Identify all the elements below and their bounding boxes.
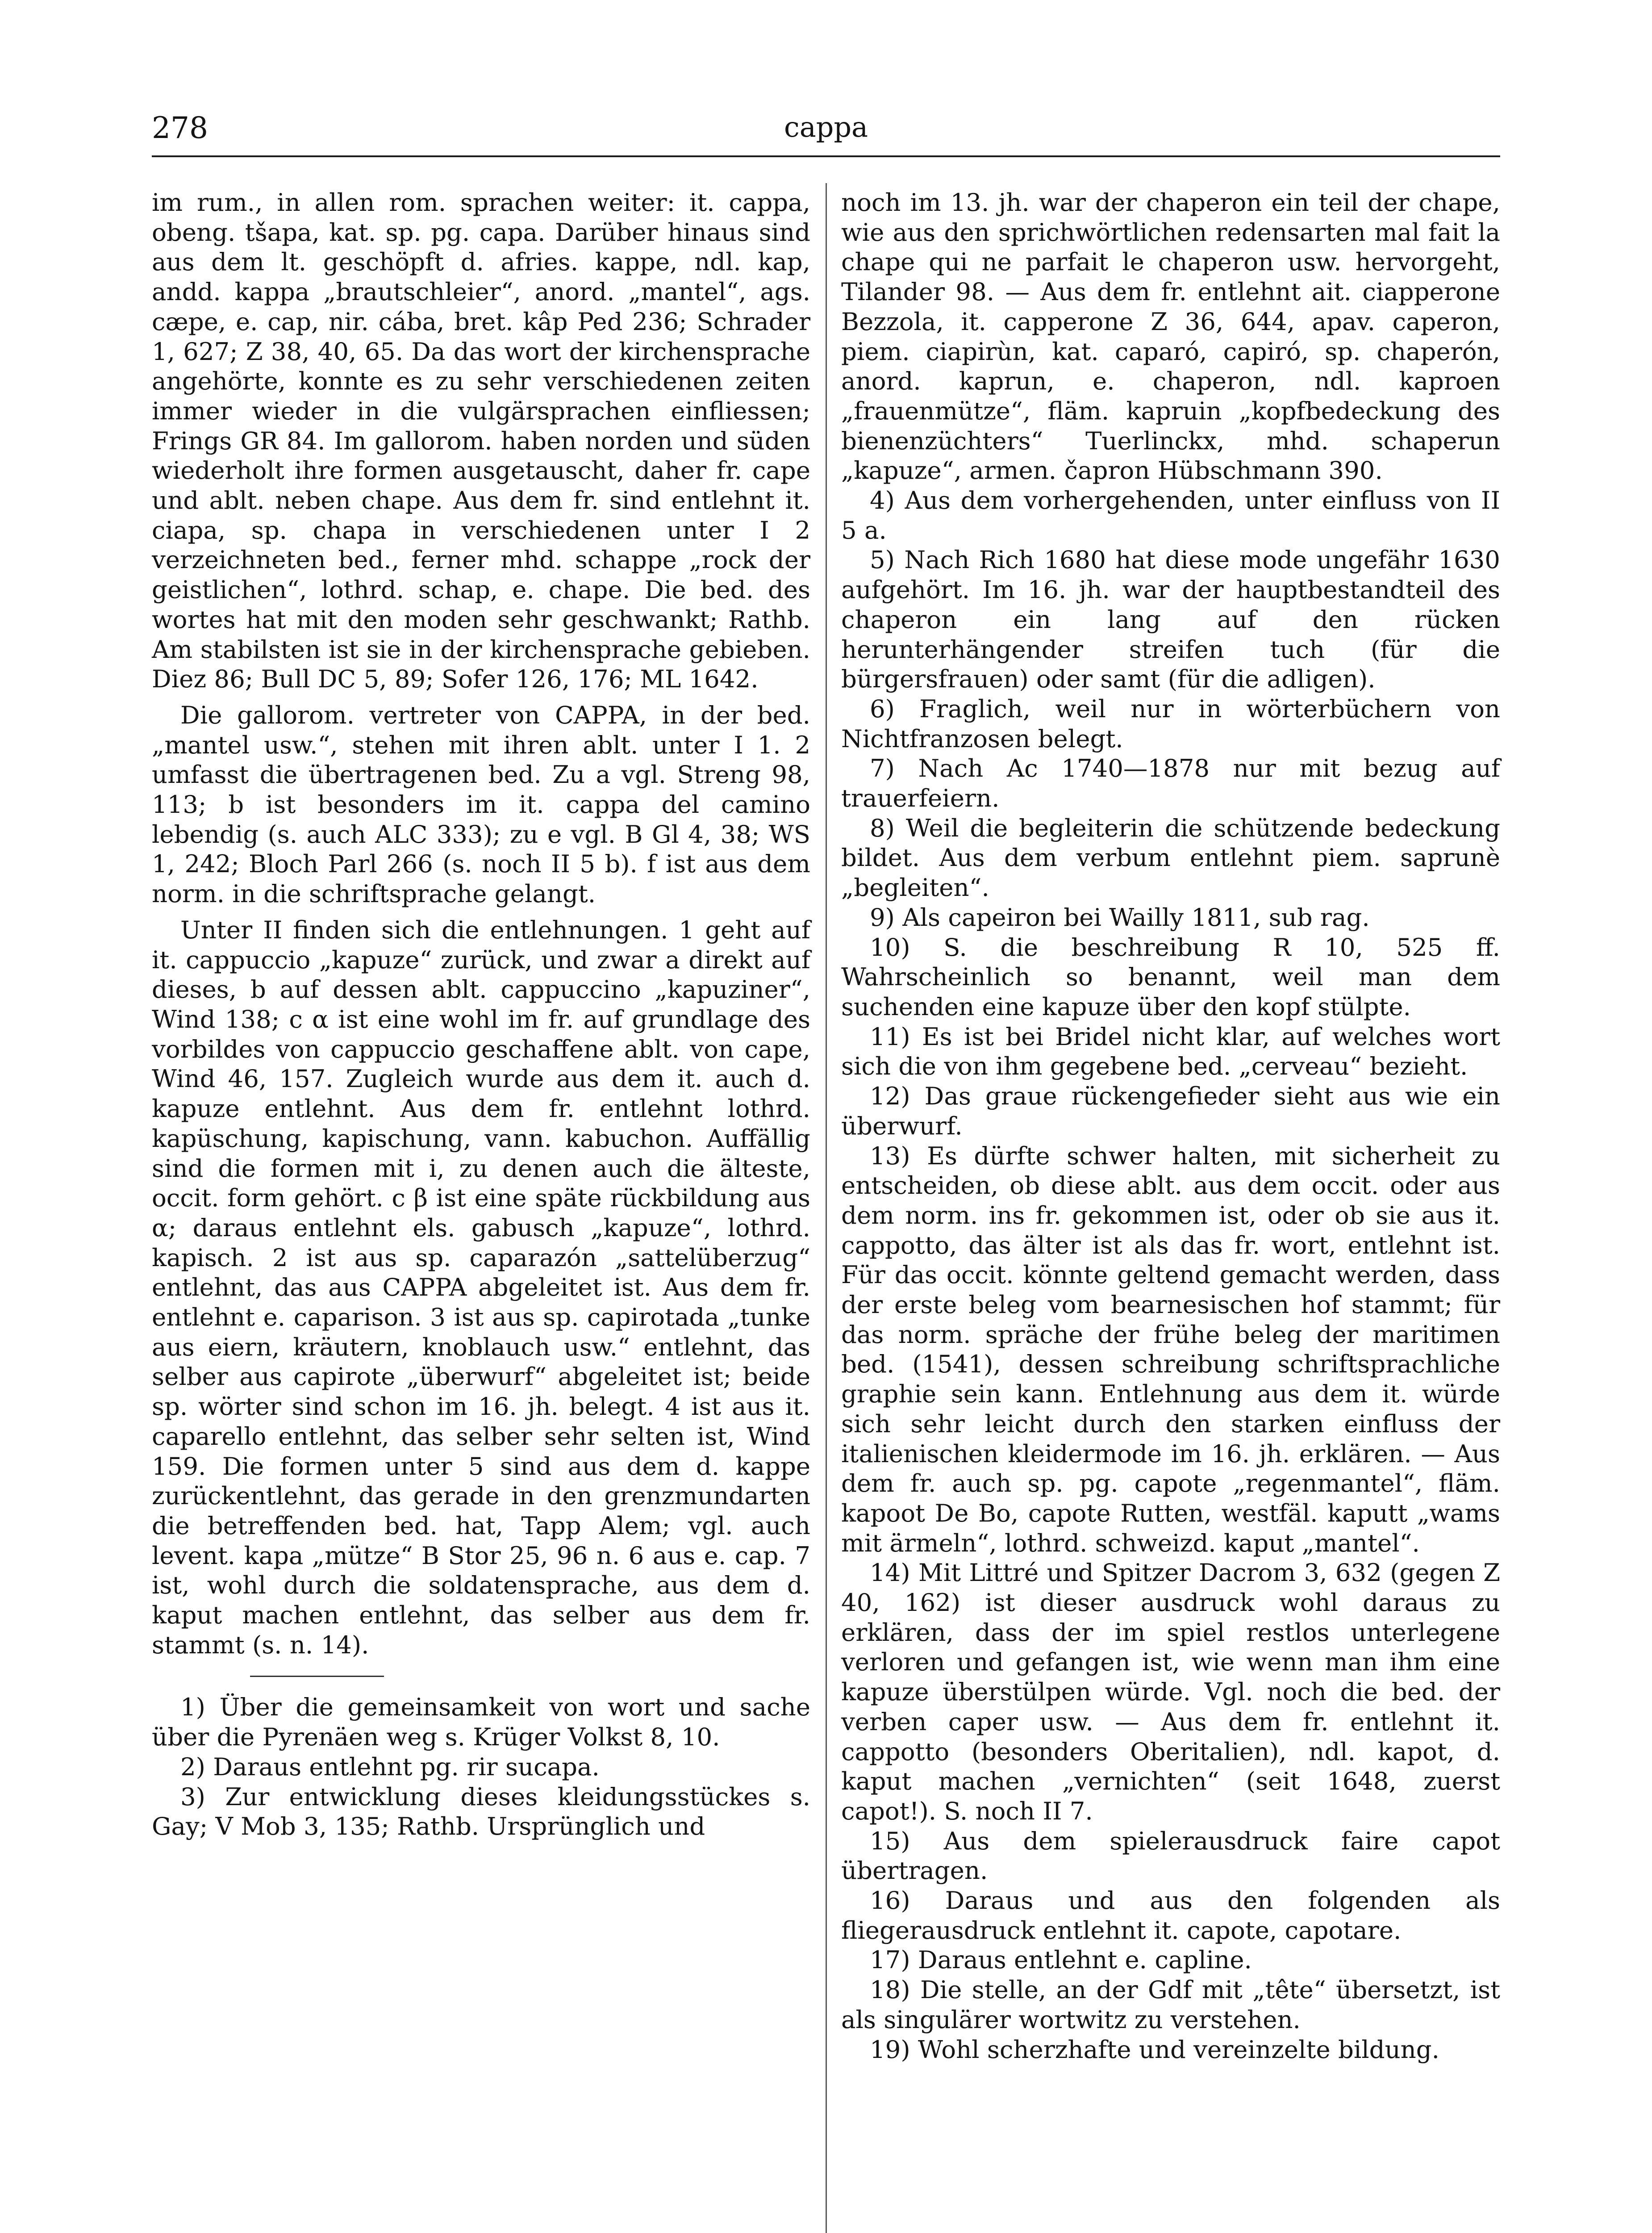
footnote: 19) Wohl scherzhafte und vereinzelte bildung. xyxy=(870,2035,1439,2064)
footnote: 11) Es ist bei Bridel nicht klar, auf welches wort sich die von ihm gegebene bed. „cerveau“ bezieht. xyxy=(841,1022,1500,1081)
footnote: 15) Aus dem spielerausdruck faire capot übertragen. xyxy=(841,1826,1500,1885)
footnote: 4) Aus dem vorhergehenden, unter einfluss von II 5 a. xyxy=(841,486,1500,544)
footnote: 10) S. die beschreibung R 10, 525 ff. Wahrscheinlich so benannt, weil man dem suchenden eine kapuze über den kopf stülpte. xyxy=(841,933,1500,1021)
footnote: 9) Als capeiron bei Wailly 1811, sub rag. xyxy=(870,903,1370,932)
page-header xyxy=(152,111,1500,160)
header-rule xyxy=(152,155,1500,157)
column-divider xyxy=(826,183,827,2233)
footnote: 12) Das graue rückengefieder sieht aus wie ein überwurf. xyxy=(841,1082,1500,1140)
left-column xyxy=(152,188,810,2233)
footnote: 14) Mit Littré und Spitzer Dacrom 3, 632 (gegen Z 40, 162) ist dieser ausdruck wohl daraus zu erklären, dass der im spiel restlos unterlegene verloren und gefangen ist, wie wenn man ihm eine kapuze überstülpen würde. Vgl. noch die bed. der verben caper usw. — Aus dem fr. entlehnt it. cappotto (besonders Oberitalien), ndl. kapot, d. kaput machen „vernichten“ (seit 1648, zuerst capot!). S. noch II 7. xyxy=(841,1558,1500,1825)
body-paragraph: im rum., in allen rom. sprachen weiter: it. cappa, obeng. tšapa, kat. sp. pg. capa. Darüber hinaus sind aus dem lt. geschöpft d. afries. kappe, ndl. kap, andd. kappa „brautschleier“, anord. „mantel“, ags. cæpe, e. cap, nir. cába, bret. kâp Ped 236; Schrader 1, 627; Z 38, 40, 65. Da das wort der kirchensprache angehörte, konnte es zu sehr verschiedenen zeiten immer wieder in die vulgärsprachen einfliessen; Frings GR 84. Im gallorom. haben norden und süden wiederholt ihre formen ausgetauscht, daher fr. cape und ablt. neben chape. Aus dem fr. sind entlehnt it. ciapa, sp. chapa in verschiedenen unter I 2 verzeichneten bed., ferner mhd. schappe „rock der geistlichen“, lothrd. schap, e. chape. Die bed. des wortes hat mit den moden sehr geschwankt; Rathb. Am stabilsten ist sie in der kirchensprache gebieben. Diez 86; Bull DC 5, 89; Sofer 126, 176; ML 1642. xyxy=(152,188,810,694)
footnote: 17) Daraus entlehnt e. capline. xyxy=(870,1945,1252,1974)
footnote: noch im 13. jh. war der chaperon ein teil der chape, wie aus den sprichwörtlichen redensarten mal fait la chape qui ne parfait le chaperon usw. hervorgeht, Tilander 98. — Aus dem fr. entlehnt ait. ciapperone Bezzola, it. capperone Z 36, 644, apav. caperon, piem. ciapirùn, kat. caparó, capiró, sp. chaperón, anord. kaprun, e. chaperon, ndl. kaproen „frauenmütze“, fläm. kapruin „kopfbedeckung des bienenzüchters“ Tuerlinckx, mhd. schaperun „kapuze“, armen. čapron Hübschmann 390. xyxy=(841,188,1500,485)
footnote: 6) Fraglich, weil nur in wörterbüchern von Nichtfranzosen belegt. xyxy=(841,694,1500,753)
footnote: 5) Nach Rich 1680 hat diese mode ungefähr 1630 aufgehört. Im 16. jh. war der hauptbestandteil des chaperon ein lang auf den rücken herunterhängender streifen tuch (für die bürgersfrauen) oder samt (für die adligen). xyxy=(841,545,1500,694)
right-column xyxy=(841,188,1500,2233)
body-paragraph: Die gallorom. vertreter von CAPPA, in der bed. „mantel usw.“, stehen mit ihren ablt. unter I 1. 2 umfasst die übertragenen bed. Zu a vgl. Streng 98, 113; b ist besonders im it. cappa del camino lebendig (s. auch ALC 333); zu e vgl. B Gl 4, 38; WS 1, 242; Bloch Parl 266 (s. noch II 5 b). f ist aus dem norm. in die schriftsprache gelangt. xyxy=(152,700,810,908)
footnote: 16) Daraus und aus den folgenden als fliegerausdruck entlehnt it. capote, capotare. xyxy=(841,1886,1500,1944)
footnote: 8) Weil die begleiterin die schützende bedeckung bildet. Aus dem verbum entlehnt piem. saprunè „begleiten“. xyxy=(841,813,1500,902)
footnote-rule xyxy=(250,1676,384,1677)
page-number: 278 xyxy=(152,111,208,145)
footnote: 7) Nach Ac 1740—1878 nur mit bezug auf trauerfeiern. xyxy=(841,754,1500,813)
footnote: 2) Daraus entlehnt pg. rir sucapa. xyxy=(180,1752,600,1781)
body-paragraph: Unter II finden sich die entlehnungen. 1 geht auf it. cappuccio „kapuze“ zurück, und zwar a direkt auf dieses, b auf dessen ablt. cappuccino „kapuziner“, Wind 138; c α ist eine wohl im fr. auf grundlage des vorbildes von cappuccio geschaffene ablt. von cape, Wind 46, 157. Zugleich wurde aus dem it. auch d. kapuze entlehnt. Aus dem fr. entlehnt lothrd. kapüschung, kapischung, vann. kabuchon. Auffällig sind die formen mit i, zu denen auch die älteste, occit. form gehört. c β ist eine späte rückbildung aus α; daraus entlehnt els. gabusch „kapuze“, lothrd. kapisch. 2 ist aus sp. caparazón „sattelüberzug“ entlehnt, das aus CAPPA abgeleitet ist. Aus dem fr. entlehnt e. caparison. 3 ist aus sp. capirotada „tunke aus eiern, kräutern, knoblauch usw.“ entlehnt, das selber aus capirote „überwurf“ abgeleitet ist; beide sp. wörter sind schon im 16. jh. belegt. 4 ist aus it. caparello entlehnt, das selber sehr selten ist, Wind 159. Die formen unter 5 sind aus dem d. kappe zurückentlehnt, das gerade in den grenzmundarten die betreffenden bed. hat, Tapp Alem; vgl. auch levent. kapa „mütze“ B Stor 25, 96 n. 6 aus e. cap. 7 ist, wohl durch die soldatensprache, aus dem d. kaput machen entlehnt, das selber aus dem fr. stammt (s. n. 14). xyxy=(152,915,810,1659)
footnote: 1) Über die gemeinsamkeit von wort und sache über die Pyrenäen weg s. Krüger Volkst 8, 10. xyxy=(152,1693,810,1752)
footnote: 13) Es dürfte schwer halten, mit sicherheit zu entscheiden, ob diese ablt. aus dem occit. oder aus dem norm. ins fr. gekommen ist, oder ob sie aus it. cappotto, das älter ist als das fr. wort, entlehnt ist. Für das occit. könnte geltend gemacht werden, dass der erste beleg vom bearnesischen hof stammt; für das norm. spräche der frühe beleg der maritimen bed. (1541), dessen schreibung schriftsprachliche graphie sein kann. Entlehnung aus dem it. würde sich sehr leicht durch den starken einfluss der italienischen kleidermode im 16. jh. erklären. — Aus dem fr. auch sp. pg. capote „regenmantel“, fläm. kapoot De Bo, capote Rutten, westfäl. kaputt „wams mit ärmeln“, lothrd. schweizd. kaput „mantel“. xyxy=(841,1141,1500,1557)
footnote: 18) Die stelle, an der Gdf mit „tête“ übersetzt, ist als singulärer wortwitz zu verstehen. xyxy=(841,1975,1500,2034)
footnote: 3) Zur entwicklung dieses kleidungsstückes s. Gay; V Mob 3, 135; Rathb. Ursprünglich und xyxy=(152,1782,810,1841)
running-head: cappa xyxy=(784,111,868,143)
